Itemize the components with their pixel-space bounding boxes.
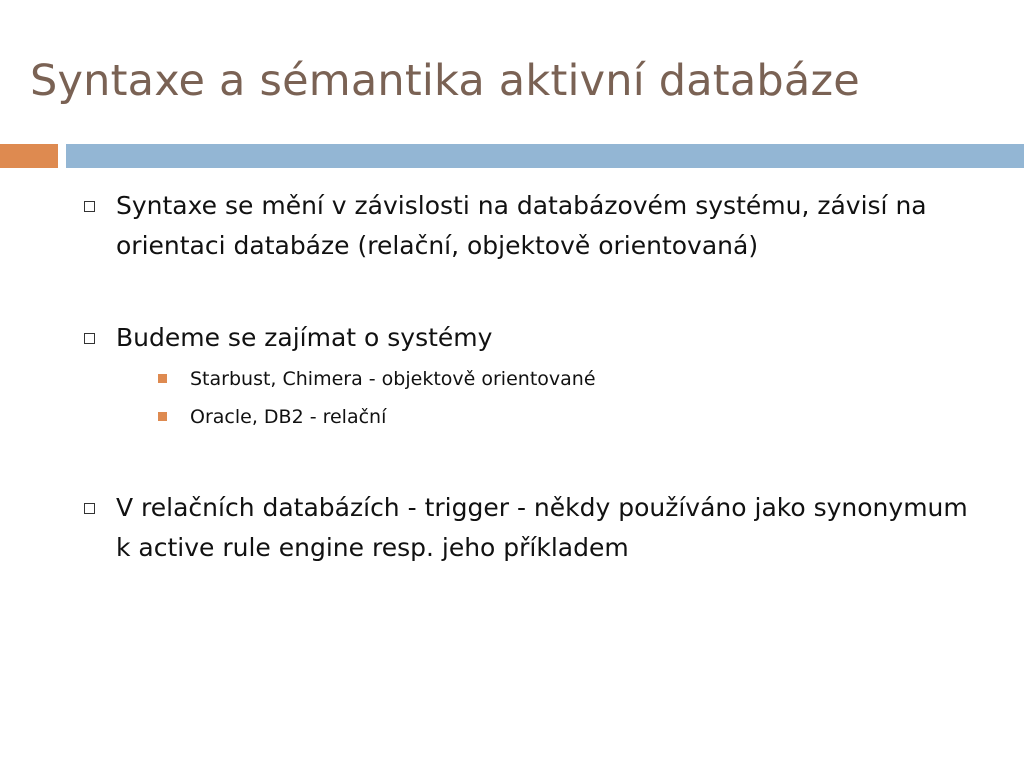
- bullet-text: Syntaxe se mění v závislosti na databázovém systému, závisí na orientaci databáze (relační, objektově orientovaná): [116, 191, 927, 260]
- hollow-square-bullet-icon: [84, 201, 95, 212]
- bullet-text: Budeme se zajímat o systémy: [116, 323, 493, 352]
- accent-bar-orange: [0, 144, 58, 168]
- hollow-square-bullet-icon: [84, 503, 95, 514]
- bullet-list: [82, 186, 982, 568]
- sub-bullet-text: Starbust, Chimera - objektově orientované: [190, 368, 596, 390]
- hollow-square-bullet-icon: [84, 333, 95, 344]
- bullet-item: [82, 318, 982, 436]
- sub-bullet-item: [82, 398, 982, 436]
- sub-bullet-list: [116, 360, 982, 436]
- bullet-text: V relačních databázích - trigger - někdy používáno jako synonymum k active rule engine resp. jeho příkladem: [116, 493, 968, 562]
- filled-square-bullet-icon: [158, 374, 167, 383]
- accent-bar-blue: [66, 144, 1024, 168]
- bullet-item: [82, 186, 982, 266]
- filled-square-bullet-icon: [158, 412, 167, 421]
- slide-title: Syntaxe a sémantika aktivní databáze: [30, 56, 860, 106]
- sub-bullet-item: [82, 360, 982, 398]
- sub-bullet-text: Oracle, DB2 - relační: [190, 406, 387, 428]
- bullet-item: [82, 488, 982, 568]
